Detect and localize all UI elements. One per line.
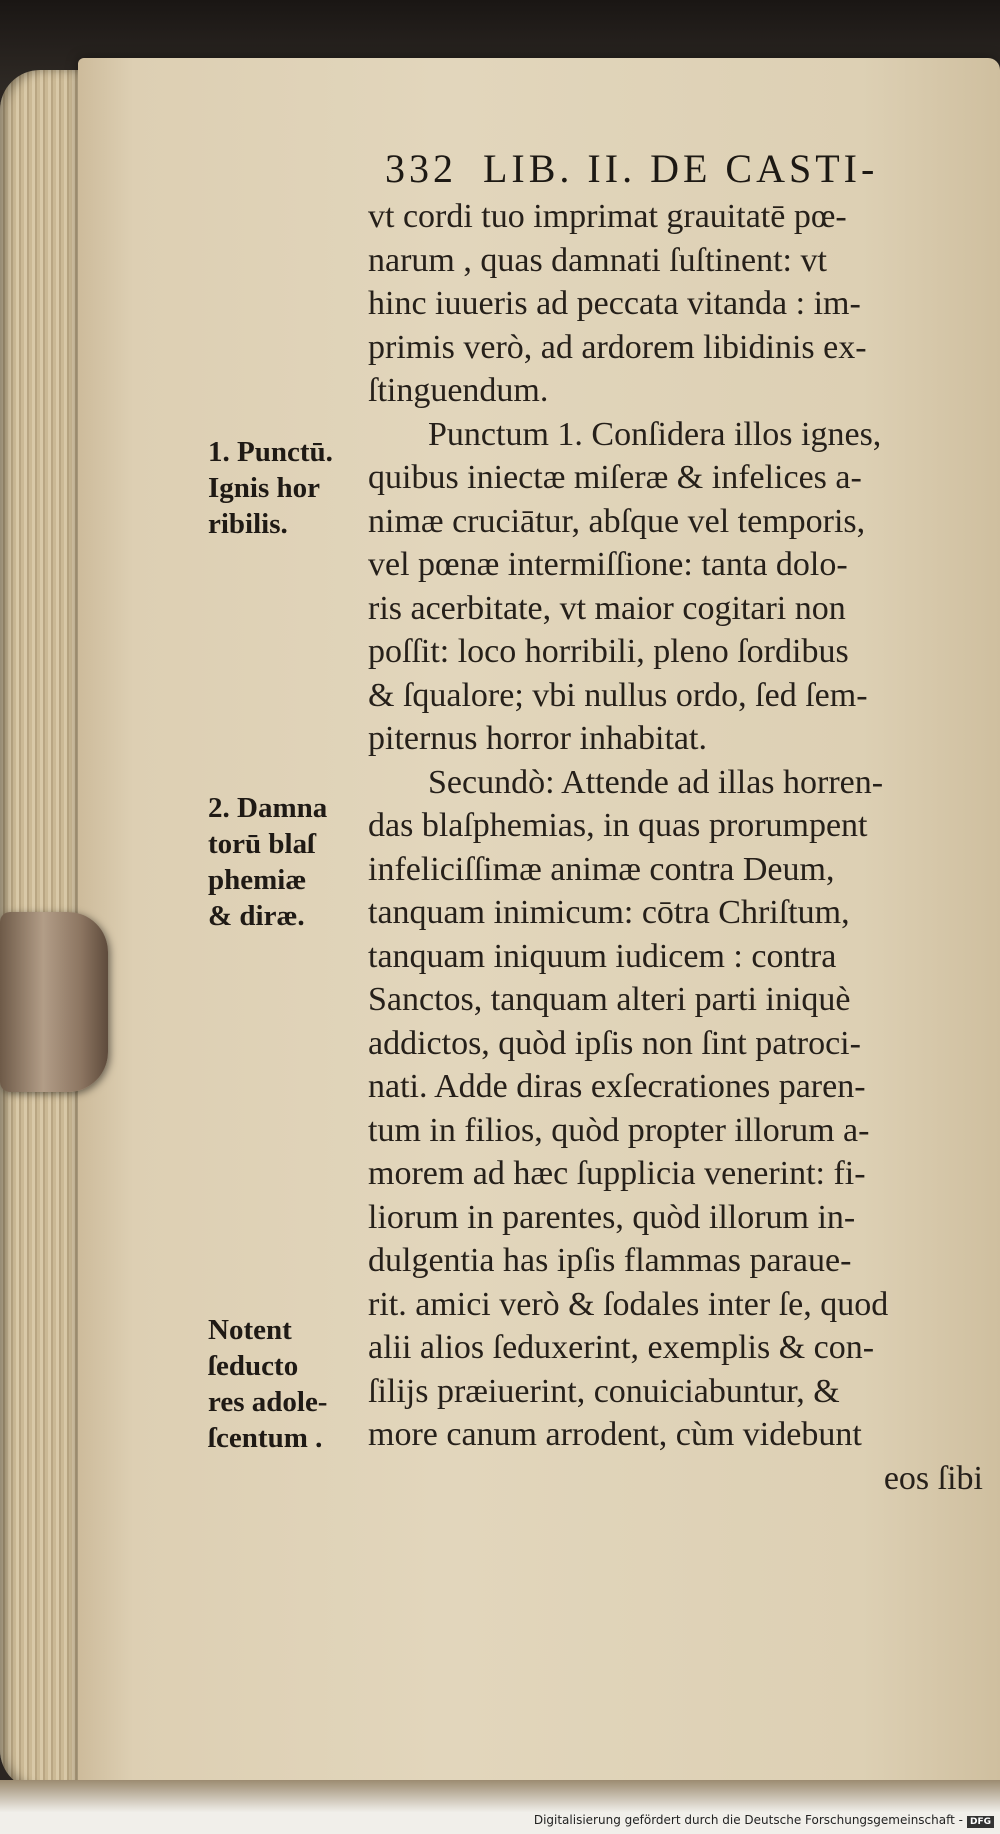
text-line: Punctum 1. Conſidera illos ignes,: [428, 415, 882, 453]
page-clip: [0, 912, 108, 1092]
text-line: das blaſphemias, in quas prorumpent: [368, 807, 868, 844]
marginal-line: 1. Punctū.: [208, 436, 333, 468]
digitization-credit: [534, 1813, 994, 1828]
text-line: Sanctos, tanquam alteri parti iniquè: [368, 981, 851, 1018]
text-line: vel pœnæ intermiſſione: tanta dolo-: [368, 546, 848, 583]
text-line: addictos, quòd ipſis non ſint patroci-: [368, 1024, 861, 1062]
text-line: quibus iniectæ miſeræ & infelices a-: [368, 459, 862, 496]
running-header: [385, 145, 878, 192]
body-text: [368, 195, 983, 1500]
text-line: hinc iuueris ad peccata vitanda : im-: [368, 285, 861, 322]
text-line: nimæ cruciātur, abſque vel temporis,: [368, 502, 866, 540]
marginal-line: Ignis hor: [208, 472, 321, 504]
text-line: poſſit: loco horribili, pleno ſordibus: [368, 633, 849, 670]
marginal-line: phemiæ: [208, 864, 307, 896]
marginal-line: ſcentum .: [208, 1422, 323, 1454]
text-line: narum , quas damnati ſuſtinent: vt: [368, 241, 827, 279]
text-line: tum in filios, quòd propter illorum a-: [368, 1111, 870, 1149]
catchword: eos ſibi: [883, 1459, 983, 1497]
marginal-note-notent: [208, 1312, 368, 1456]
text-line: vt cordi tuo imprimat grauitatē pœ-: [368, 198, 847, 235]
marginal-note-damnatorum: [208, 790, 368, 934]
text-line: more canum arrodent, cùm videbunt: [368, 1416, 862, 1453]
text-line: & ſqualore; vbi nullus ordo, ſed ſem-: [368, 676, 868, 714]
text-line: liorum in parentes, quòd illorum in-: [368, 1198, 856, 1236]
text-line: piternus horror inhabitat.: [368, 720, 707, 757]
marginal-line: torū blaſ: [208, 828, 316, 860]
text-line: primis verò, ad ardorem libidinis ex-: [368, 328, 867, 366]
text-line: tanquam inimicum: cōtra Chriſtum,: [368, 894, 850, 931]
page-number: 332: [385, 146, 457, 191]
text-line: Secundò: Attende ad illas horren-: [428, 763, 884, 801]
text-line: rit. amici verò & ſodales inter ſe, quod: [368, 1285, 889, 1323]
dfg-logo: DFG: [967, 1816, 994, 1828]
text-line: ſilijs præiuerint, conuiciabuntur, &: [368, 1372, 840, 1410]
marginal-line: & diræ.: [208, 900, 305, 932]
marginal-line: res adole-: [208, 1386, 328, 1418]
text-line: infeliciſſimæ animæ contra Deum,: [368, 850, 835, 888]
text-line: morem ad hæc ſupplicia venerint: fi-: [368, 1155, 866, 1192]
text-line: ſtinguendum.: [368, 372, 549, 409]
text-line: ris acerbitate, vt maior cogitari non: [368, 589, 846, 627]
text-line: tanquam iniquum iudicem : contra: [368, 937, 837, 975]
text-line: dulgentia has ipſis flammas paraue-: [368, 1242, 852, 1279]
marginal-note-punctum-1: [208, 434, 368, 542]
credit-text: Digitalisierung gefördert durch die Deutsche Forschungsgemeinschaft -: [533, 1813, 963, 1827]
marginal-line: ribilis.: [208, 508, 288, 540]
running-title: LIB. II. DE CASTI-: [483, 146, 879, 191]
marginal-line: ſeducto: [208, 1350, 299, 1382]
text-line: nati. Adde diras exſecrationes paren-: [368, 1068, 866, 1105]
marginal-line: 2. Damna: [208, 792, 328, 824]
marginal-line: Notent: [208, 1314, 292, 1346]
text-line: alii alios ſeduxerint, exemplis & con-: [368, 1329, 875, 1366]
